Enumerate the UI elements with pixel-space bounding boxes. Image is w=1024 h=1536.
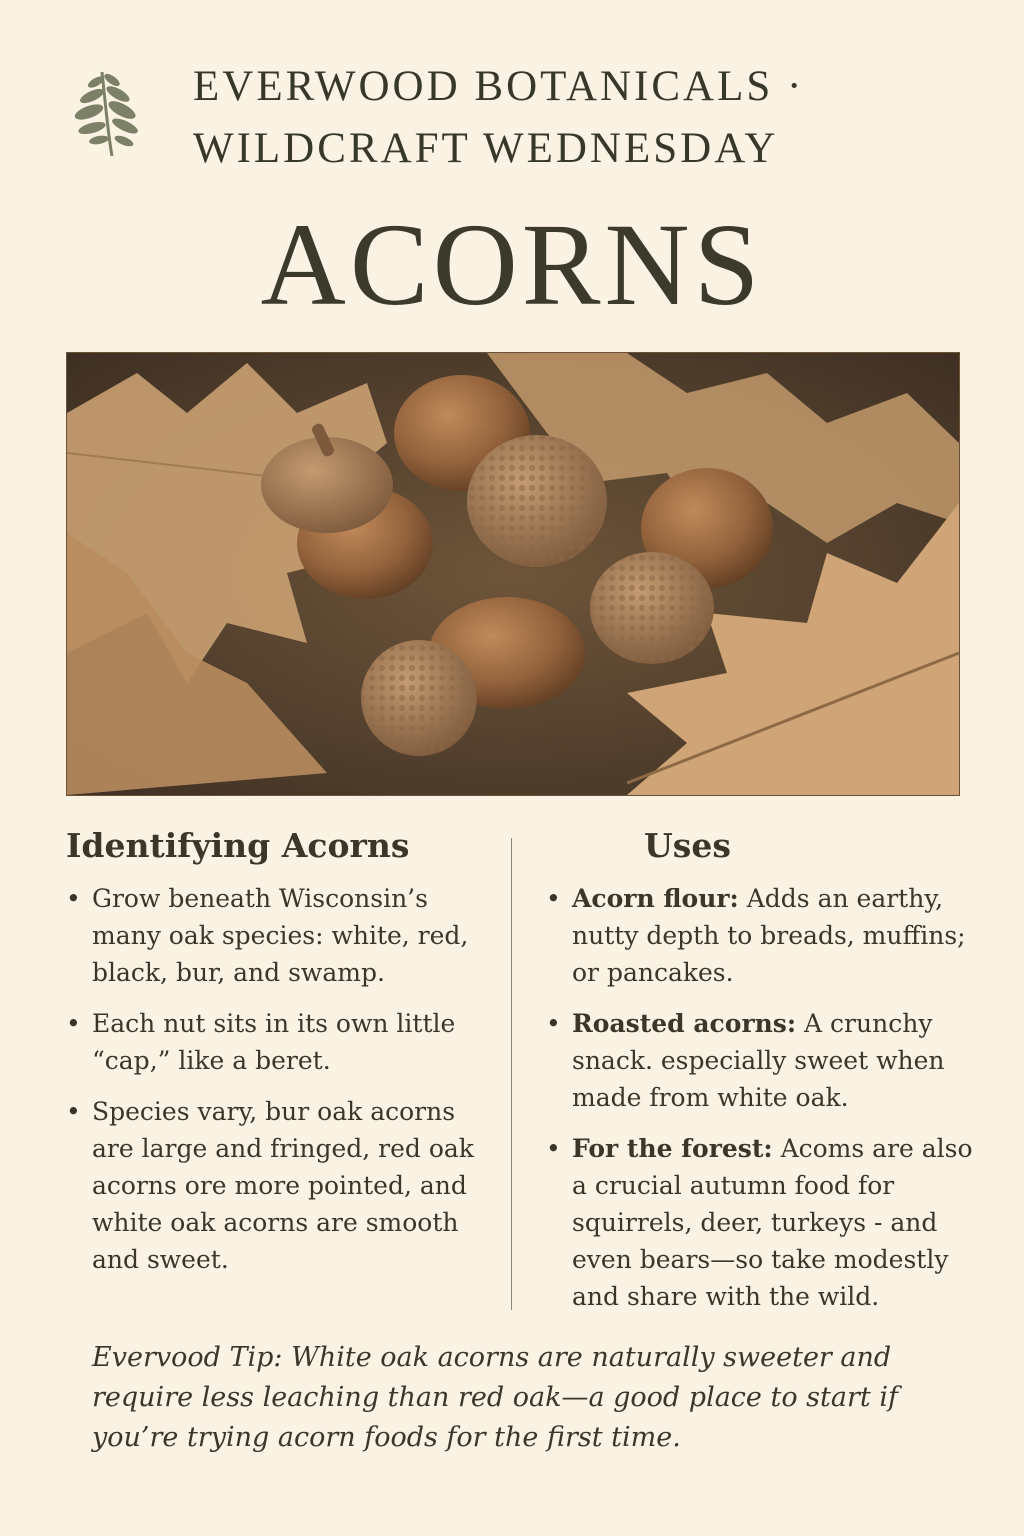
acorns-photo — [66, 352, 960, 796]
list-item — [66, 880, 486, 991]
uses-heading: Uses — [644, 826, 731, 865]
list-item-text: Species vary, bur oak acorns are large and fringed, red oak acorns ore more pointed, and white oak acorns are smooth and sweet. — [92, 1097, 474, 1274]
list-item-text: Adds an earthy, nutty depth to breads, muffins; or pancakes. — [572, 884, 966, 987]
list-item — [66, 1005, 486, 1079]
list-item-text: Acoms are also a crucial autumn food for squirrels, deer, turkeys - and even bears—so take modestly and share with the wild. — [572, 1134, 973, 1311]
bullet-dot: • — [546, 1134, 561, 1163]
bullet-dot: • — [546, 1009, 561, 1038]
brand-line-2: WILDCRAFT WEDNESDAY — [193, 125, 779, 172]
bullet-dot: • — [66, 1009, 81, 1038]
bullet-dot: • — [66, 1097, 81, 1126]
list-item-label: Acorn flour: — [572, 884, 739, 913]
brand-header — [193, 56, 953, 180]
identifying-heading: Identifying Acorns — [66, 826, 410, 865]
evervood-tip: Evervood Tip: White oak acorns are naturally sweeter and require less leaching than red oak—a good place to start if you’re trying acorn foods for the first time. — [92, 1342, 898, 1453]
column-divider — [511, 838, 512, 1310]
fern-leaf-icon — [72, 64, 142, 160]
bullet-dot: • — [546, 884, 561, 913]
acorns-illustration — [67, 353, 959, 795]
list-item — [546, 880, 986, 991]
identifying-list — [66, 880, 486, 1292]
list-item — [66, 1093, 486, 1278]
list-item-text: Grow beneath Wisconsin’s many oak species: white, red, black, bur, and swamp. — [92, 884, 469, 987]
list-item — [546, 1130, 986, 1315]
list-item-text: Each nut sits in its own little “cap,” like a beret. — [92, 1009, 456, 1075]
brand-line-1: EVERWOOD BOTANICALS · — [193, 63, 805, 110]
list-item — [546, 1005, 986, 1116]
list-item-label: Roasted acorns: — [572, 1009, 797, 1038]
page-title: ACORNS — [260, 199, 764, 330]
list-item-label: For the forest: — [572, 1134, 773, 1163]
bullet-dot: • — [66, 884, 81, 913]
uses-list — [546, 880, 986, 1329]
list-item-text: A crunchy snack. especially sweet when made from white oak. — [572, 1009, 945, 1112]
